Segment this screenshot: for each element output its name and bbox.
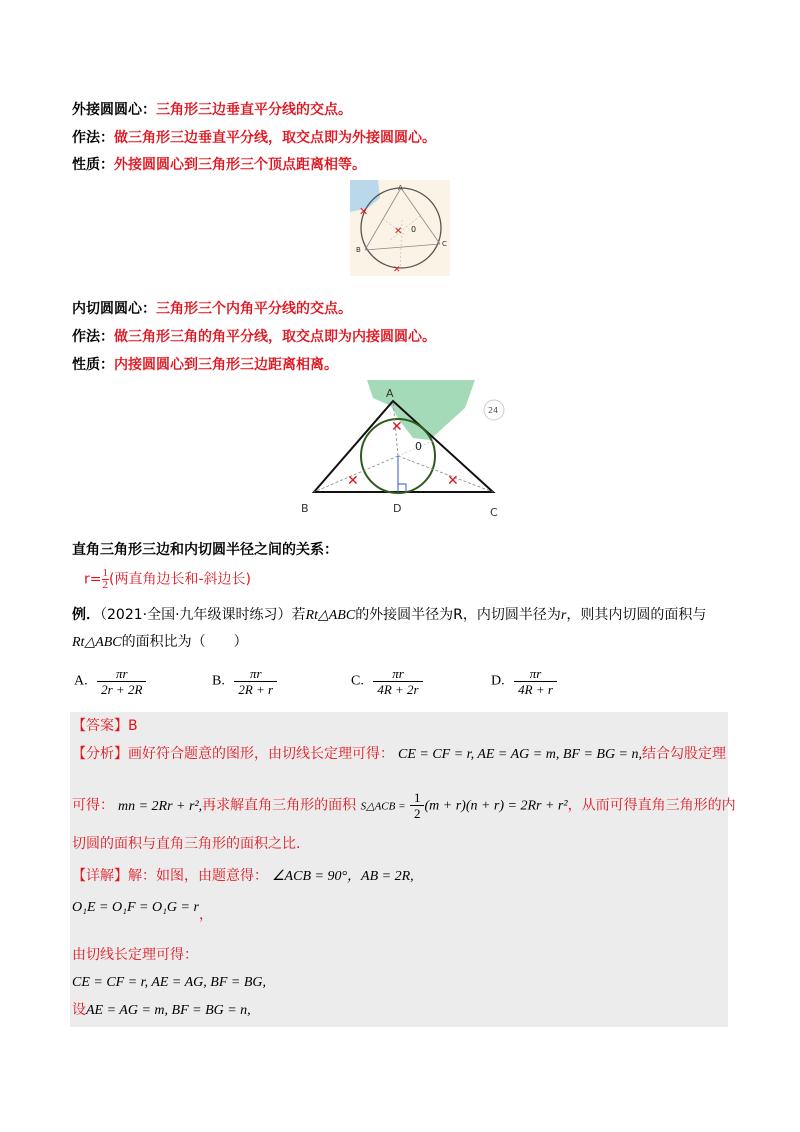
arc-mark: ✕ (347, 473, 359, 489)
circumcenter-definition (72, 100, 352, 120)
arc-mark: ✕ (359, 205, 369, 218)
property-text: 内接圆圆心到三角形三边距离相离。 (114, 357, 338, 373)
answer-tag: 【答案】 (72, 718, 128, 734)
circumcenter-property (72, 155, 366, 175)
triangle-symbol: Rt△ABC (305, 608, 356, 623)
analysis-line2 (72, 790, 736, 821)
option-denominator: 4R + 2r (373, 681, 422, 697)
formula-prefix: r= (84, 571, 102, 588)
detail-line3: 由切线长定理可得： (72, 947, 198, 963)
option-label: B. (212, 673, 225, 689)
arc-mark: ✕ (394, 226, 403, 237)
area-lhs: S△ACB = (360, 800, 406, 813)
detail-math: CE = CF = r, AE = AG, BF = BG, (72, 975, 266, 990)
option-denominator: 2r + 2R (97, 681, 146, 697)
area-denominator: 2 (410, 805, 425, 821)
vertex-c-label: C (490, 506, 498, 519)
example-source: （2021·全国·九年级课时练习）若 (100, 607, 306, 623)
option-b[interactable] (212, 666, 277, 697)
vertex-a-label: A (398, 184, 403, 192)
circumcenter-method (72, 128, 436, 148)
option-denominator: 4R + r (514, 681, 557, 697)
option-numerator: πr (392, 666, 404, 681)
option-label: A. (74, 673, 88, 689)
area-rhs: (m + r)(n + r) = 2Rr + r² (424, 798, 568, 814)
example-text: 的外接圆半径为R，内切圆半径为 (355, 607, 561, 623)
option-d[interactable] (491, 666, 557, 697)
option-numerator: πr (529, 666, 542, 681)
arc-mark: ✕ (391, 419, 403, 435)
example-text: ，则其内切圆的面积与 (566, 607, 707, 623)
method-text: 做三角形三角的角平分线，取交点即为内接圆圆心。 (114, 329, 436, 345)
formula-numerator: 1 (102, 567, 108, 579)
vertex-b-label: B (301, 502, 309, 515)
detail-math: AE = AG = m, BF = BG = n, (86, 1003, 251, 1018)
detail-math: O₁E = O₁F = O₁G = r (72, 900, 199, 915)
property-text: 外接圆圆心到三角形三个顶点距离相等。 (114, 157, 366, 173)
analysis-text: 再求解直角三角形的面积 (202, 797, 357, 814)
detail-math: ∠ACB = 90°，AB = 2R, (272, 869, 414, 884)
incenter-definition (72, 299, 352, 319)
incenter-property (72, 355, 338, 375)
example-text: 的面积比为（ ） (121, 634, 248, 650)
arc-mark: ✕ (447, 473, 459, 489)
center-label: 0 (411, 225, 417, 234)
detail-text: 解：如图，由题意得： (128, 868, 268, 884)
formula-denominator: 2 (102, 579, 108, 591)
corner-badge: 24 (488, 406, 499, 415)
definition-label: 内切圆圆心： (72, 301, 156, 317)
relation-heading: 直角三角形三边和内切圆半径之间的关系： (72, 542, 338, 558)
analysis-tag: 【分析】 (72, 746, 128, 762)
analysis-math: CE = CF = r, AE = AG = m, BF = BG = n, (398, 747, 642, 762)
detail-text: 设 (72, 1002, 86, 1018)
example-label: 例． (72, 607, 100, 623)
option-c[interactable] (351, 666, 423, 697)
vertex-c-label: C (442, 240, 447, 248)
radius-symbol: r (560, 608, 567, 623)
point-d-label: D (393, 502, 402, 515)
analysis-text: 结合勾股定理 (642, 746, 726, 762)
option-label: C. (351, 673, 364, 689)
circumcircle-figure (350, 180, 450, 276)
incircle-figure (295, 378, 510, 520)
option-numerator: πr (115, 666, 128, 681)
detail-line5 (72, 1000, 251, 1021)
property-label: 性质： (72, 157, 114, 173)
option-a[interactable] (74, 666, 146, 697)
definition-label: 外接圆圆心： (72, 102, 156, 118)
analysis-text: ，从而可得直角三角形的内 (567, 797, 736, 814)
incenter-method (72, 327, 436, 347)
analysis-line1 (72, 744, 726, 765)
option-denominator: 2R + r (234, 681, 277, 697)
relation-formula (84, 568, 251, 591)
center-label: 0 (415, 440, 422, 453)
detail-tag: 【详解】 (72, 868, 128, 884)
method-label: 作法： (72, 329, 114, 345)
triangle-symbol: Rt△ABC (72, 635, 122, 650)
detail-line4 (72, 972, 266, 993)
option-label: D. (491, 673, 505, 689)
answer-value: B (128, 718, 138, 734)
definition-text: 三角形三边垂直平分线的交点。 (156, 102, 352, 118)
example-question-line1 (72, 605, 706, 626)
analysis-line3: 切圆的面积与直角三角形的面积之比. (72, 836, 301, 852)
option-numerator: πr (249, 666, 262, 681)
analysis-math: mn = 2Rr + r², (118, 798, 203, 814)
method-label: 作法： (72, 130, 114, 146)
definition-text: 三角形三个内角平分线的交点。 (156, 301, 352, 317)
example-question-line2 (72, 632, 248, 653)
property-label: 性质： (72, 357, 114, 373)
arc-mark: ✕ (393, 265, 401, 275)
method-text: 做三角形三边垂直平分线，取交点即为外接圆圆心。 (114, 130, 436, 146)
map-shade (367, 380, 475, 440)
detail-line1 (72, 866, 414, 887)
detail-comma: ， (198, 907, 213, 923)
analysis-text: 画好符合题意的图形，由切线长定理可得： (128, 746, 394, 762)
detail-line2 (72, 897, 213, 925)
answer-line (72, 716, 138, 736)
formula-text: (两直角边长和-斜边长) (109, 571, 251, 588)
analysis-text: 可得： (72, 797, 114, 814)
vertex-a-label: A (386, 387, 394, 400)
vertex-b-label: B (356, 246, 361, 254)
area-numerator: 1 (413, 790, 421, 805)
